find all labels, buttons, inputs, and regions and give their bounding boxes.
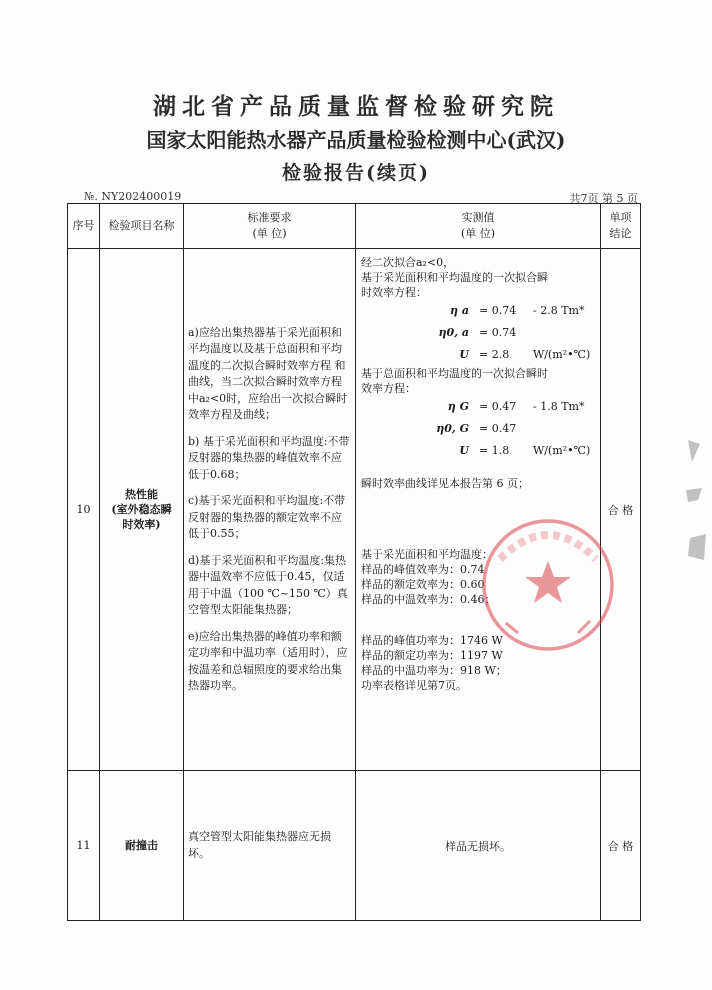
requirement-e: e)应给出集热器的峰值功率和额定功率和中温功率（适用时），应按温差和总辐照度的要求给出集热器功率。 [188,629,348,692]
requirement-text: 真空管型太阳能集热器应无损坏。 [188,830,331,860]
table-header-row [68,204,641,249]
peak-efficiency: 样品的峰值效率为：0.74 [361,563,485,576]
equation-u-g: U = 1.8 W/(m²•℃) [459,444,591,457]
org-title-line1: 湖北省产品质量监督检验研究院 [153,93,559,120]
equation-eta-a: η a = 0.74 - 2.8 Tm* [450,304,585,317]
requirement-a: a)应给出集热器基于采光面积和平均温度以及基于总面积和平均温度的二次拟合瞬时效率方程 和曲线，当二次拟合瞬时效率方程中a₂<0时，应给出一次拟合瞬时效率方程及曲线； [188,325,348,421]
measured-cell: 样品无损坏。 [356,771,601,921]
page-edge-seal-fragment [682,430,712,580]
measured-line: 效率方程： [361,382,416,395]
result-cell: 合 格 [601,771,641,921]
measured-line: 基于总面积和平均温度的一次拟合瞬时 [361,367,548,380]
measured-line: 基于采光面积和平均温度： [361,548,493,561]
mid-temp-efficiency: 样品的中温效率为：0.46； [361,593,496,606]
measured-cell [356,249,601,771]
report-number: №. NY202400019 [84,190,182,203]
result-cell: 合 格 [601,249,641,771]
mid-temp-power: 样品的中温功率为：918 W； [361,664,507,677]
requirements-cell [184,249,356,771]
report-title: 检验报告(续页) [282,162,430,184]
peak-power: 样品的峰值功率为：1746 W [361,634,503,647]
col-header-result: 单项 结论 [601,204,641,249]
page-indicator: 共7页 第 5 页 [569,192,638,205]
row-number: 11 [68,771,100,921]
equation-eta0-a: η0, a = 0.74 [438,326,517,339]
item-name: 热性能 (室外稳态瞬 时效率) [100,249,184,771]
equation-u-a: U = 2.8 W/(m²•℃) [459,348,591,361]
col-header-no: 序号 [68,204,100,249]
col-header-measured: 实测值 (单 位) [356,204,601,249]
org-title-line2: 国家太阳能热水器产品质量检验检测中心(武汉) [146,128,566,152]
table-row [68,249,641,771]
measured-line: 瞬时效率曲线详见本报告第 6 页； [361,477,529,490]
rated-power: 样品的额定功率为：1197 W [361,649,503,662]
rated-efficiency: 样品的额定效率为：0.60 [361,578,485,591]
measured-line: 经二次拟合a₂<0， [361,256,455,269]
inspection-table [67,203,641,921]
measured-line: 功率表格详见第7页。 [361,679,467,692]
equation-eta0-g: η0, G = 0.47 [436,422,517,435]
table-row [68,771,641,921]
requirement-b: b) 基于采光面积和平均温度:不带反射器的集热器的峰值效率不应低于0.68； [188,434,350,481]
measured-line: 时效率方程： [361,286,427,299]
col-header-standard: 标准要求 (单 位) [184,204,356,249]
requirement-d: d)基于采光面积和平均温度:集热器中温效率不应低于0.45，仅适用于中温（100 ℃~150 ℃）真空管型太阳能集热器； [188,553,348,616]
requirement-c: c)基于采光面积和平均温度:不带反射器的集热器的额定效率不应低于0.55； [188,494,346,540]
equation-eta-g: η G = 0.47 - 1.8 Tm* [447,400,585,413]
item-name: 耐撞击 [100,771,184,921]
measured-line: 基于采光面积和平均温度的一次拟合瞬 [361,271,548,284]
row-number: 10 [68,249,100,771]
requirements-cell [184,771,356,921]
col-header-item: 检验项目名称 [100,204,184,249]
